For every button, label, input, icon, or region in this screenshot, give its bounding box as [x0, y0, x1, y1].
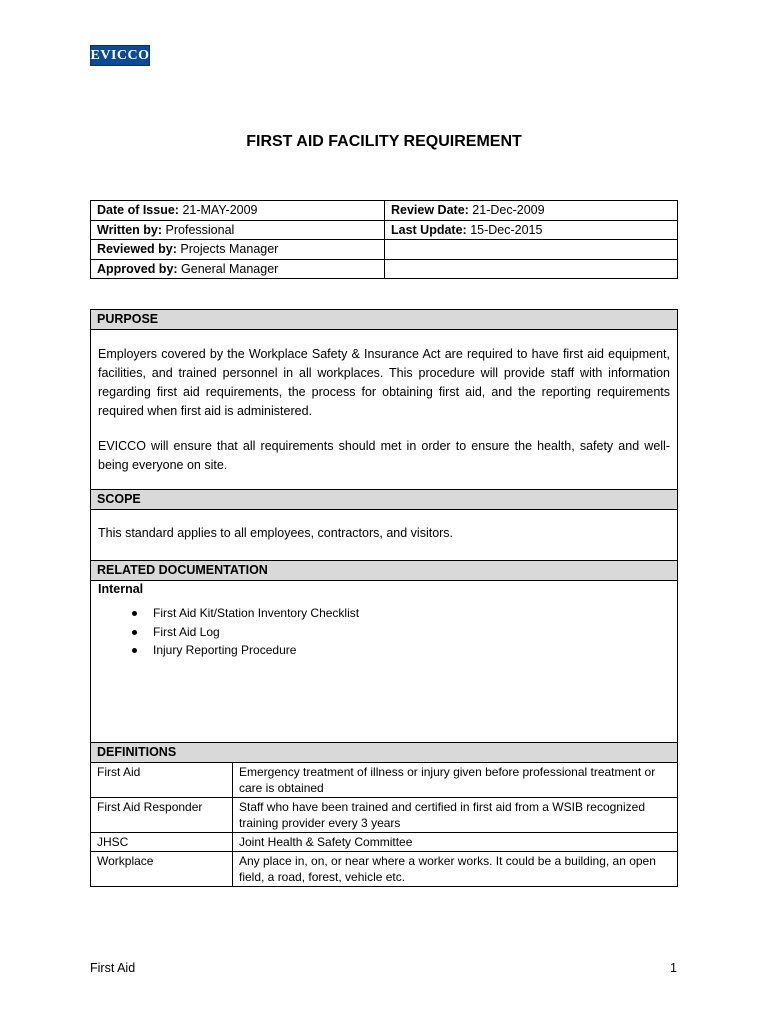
written-by-label: Written by: [97, 222, 163, 237]
scope-heading: SCOPE [91, 490, 677, 510]
definition-term: First Aid [91, 763, 233, 798]
page-number: 1 [670, 961, 677, 975]
approved-by-value: General Manager [181, 261, 279, 276]
logo-text: EVICCO [90, 47, 150, 63]
internal-label: Internal [98, 582, 144, 596]
last-update-value: 15-Dec-2015 [470, 222, 543, 237]
reviewed-by-cell [91, 240, 385, 260]
document-info-table [90, 200, 678, 279]
purpose-section [90, 309, 678, 490]
reviewed-by-value: Projects Manager [180, 242, 279, 257]
table-row [91, 852, 678, 887]
reviewed-by-label: Reviewed by: [97, 242, 177, 257]
definition-text: Staff who have been trained and certified in first aid from a WSIB recognized training provider every 3 years [233, 798, 678, 833]
related-documentation-heading: RELATED DOCUMENTATION [91, 561, 677, 581]
written-by-cell [91, 220, 385, 240]
table-row [91, 833, 678, 852]
review-date-label: Review Date: [391, 203, 469, 218]
definition-term: Workplace [91, 852, 233, 887]
empty-cell [385, 240, 678, 260]
written-by-value: Professional [165, 222, 235, 237]
date-of-issue-cell [91, 201, 385, 221]
scope-section [90, 489, 678, 561]
definition-term: First Aid Responder [91, 798, 233, 833]
definition-text: Joint Health & Safety Committee [233, 833, 678, 852]
list-item: Injury Reporting Procedure [98, 641, 670, 660]
empty-cell [385, 259, 678, 279]
definition-text: Emergency treatment of illness or injury given before professional treatment or care is obtained [233, 763, 678, 798]
approved-by-label: Approved by: [97, 261, 178, 276]
related-documentation-body [91, 581, 677, 660]
table-row [91, 763, 678, 798]
definitions-table [90, 762, 678, 887]
definitions-heading: DEFINITIONS [91, 743, 677, 763]
page-title: FIRST AID FACILITY REQUIREMENT [246, 133, 522, 150]
purpose-paragraph-2: EVICCO will ensure that all requirements should met in order to ensure the health, safety and well-being everyone on site. [98, 439, 670, 472]
purpose-body [91, 330, 677, 475]
definition-text: Any place in, on, or near where a worker works. It could be a building, an open field, a road, forest, vehicle etc. [233, 852, 678, 887]
list-item: First Aid Kit/Station Inventory Checklist [98, 604, 670, 623]
purpose-heading: PURPOSE [91, 310, 677, 330]
date-of-issue-value: 21-MAY-2009 [182, 203, 258, 218]
table-row [91, 798, 678, 833]
purpose-paragraph-1: Employers covered by the Workplace Safety & Insurance Act are required to have first aid equipment, facilities, and trained personnel in all workplaces. This procedure will provide staff with information regarding first aid requirements, the process for obtaining first aid, and the reporting requirements required when first aid is administered. [98, 347, 670, 418]
definitions-section [90, 742, 678, 763]
review-date-cell [385, 201, 678, 221]
last-update-cell [385, 220, 678, 240]
date-of-issue-label: Date of Issue: [97, 203, 179, 218]
scope-text: This standard applies to all employees, contractors, and visitors. [98, 526, 454, 540]
last-update-label: Last Update: [391, 222, 467, 237]
list-item: First Aid Log [98, 623, 670, 642]
evicco-logo [90, 45, 150, 66]
approved-by-cell [91, 259, 385, 279]
definition-term: JHSC [91, 833, 233, 852]
related-documentation-section [90, 560, 678, 743]
internal-documents-list [98, 604, 670, 660]
review-date-value: 21-Dec-2009 [472, 203, 545, 218]
footer-title: First Aid [90, 961, 136, 975]
